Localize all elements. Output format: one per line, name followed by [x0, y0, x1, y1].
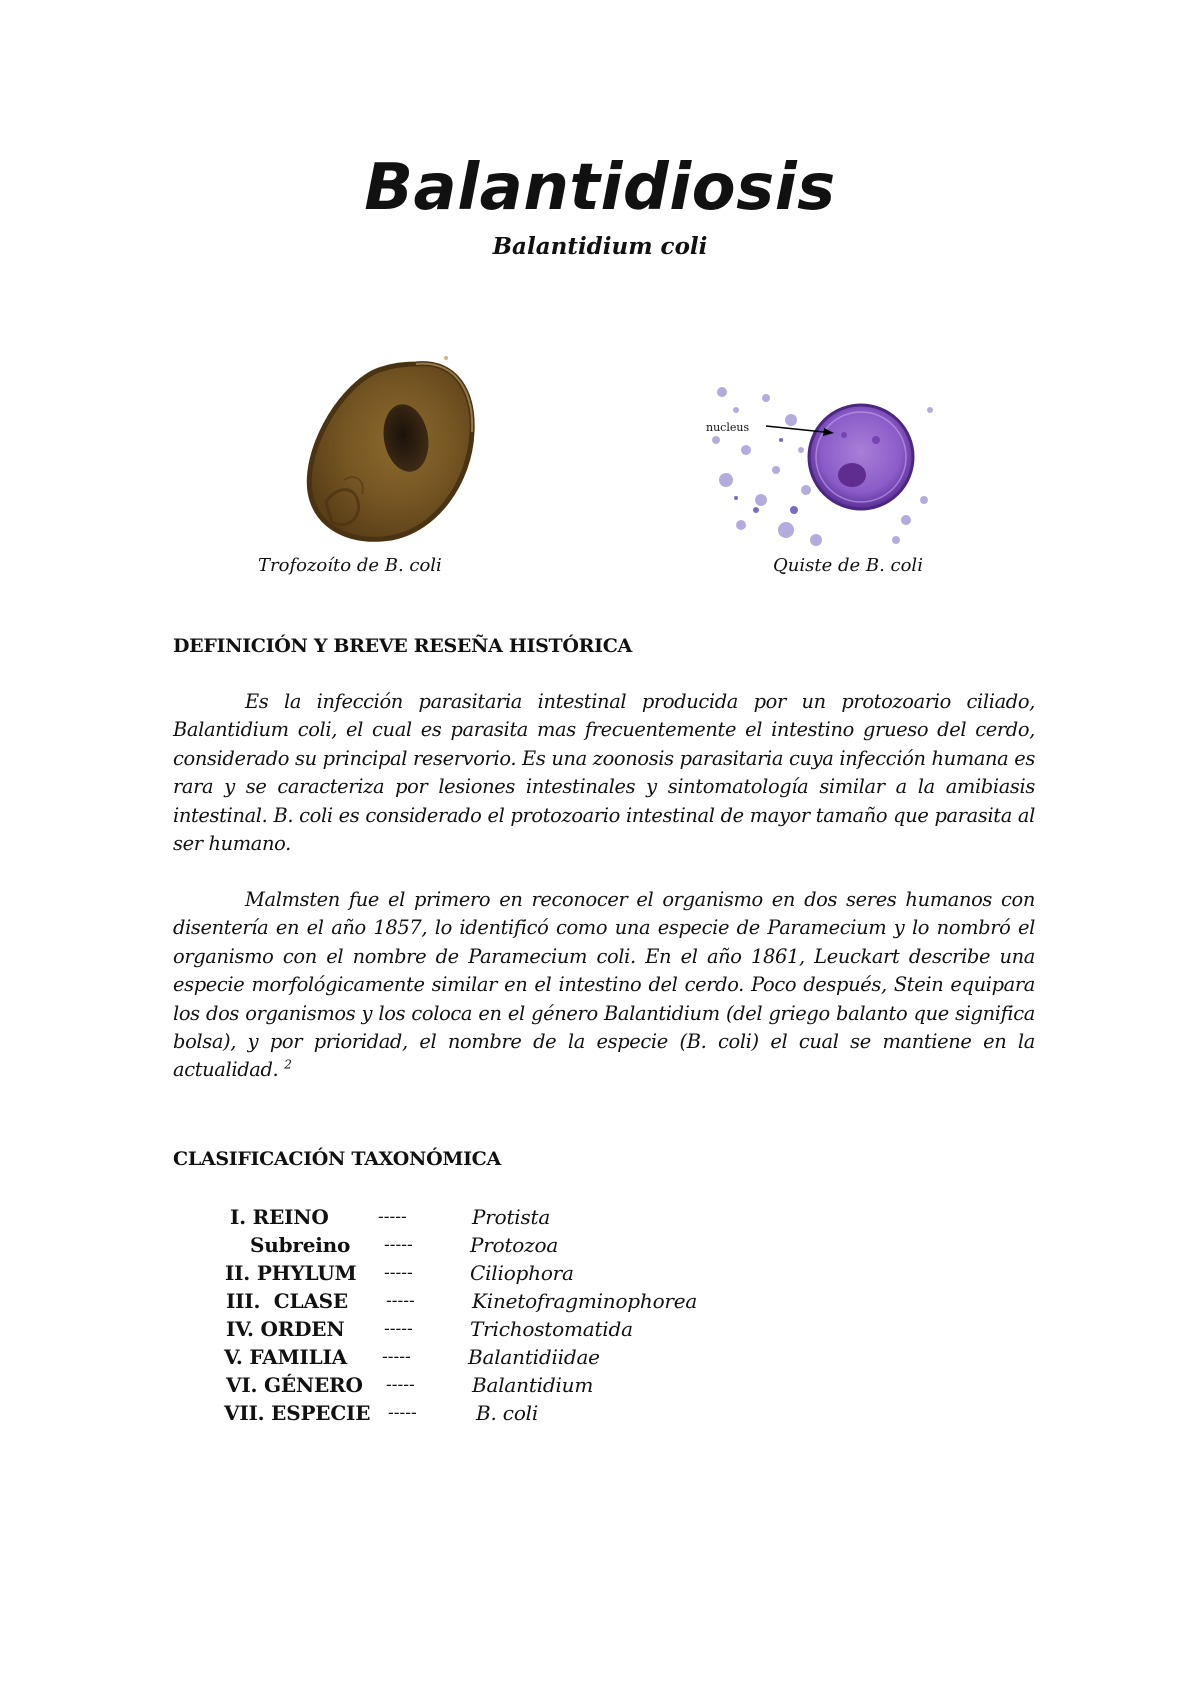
clasificacion-heading: CLASIFICACIÓN TAXONÓMICA: [173, 1148, 501, 1170]
definicion-heading: DEFINICIÓN Y BREVE RESEÑA HISTÓRICA: [173, 635, 632, 657]
taxonomy-separator: -----: [386, 1375, 415, 1395]
quiste-illustration: [706, 380, 938, 550]
taxonomy-name: Trichostomatida: [470, 1317, 633, 1341]
taxonomy-separator: -----: [378, 1207, 407, 1227]
taxonomy-rank: V. FAMILIA: [224, 1345, 347, 1369]
taxonomy-rank: II. PHYLUM: [225, 1261, 357, 1285]
trofozoito-illustration: [296, 352, 482, 548]
taxonomy-name: Protista: [472, 1205, 551, 1229]
document-title: Balantidiosis: [364, 151, 836, 225]
taxonomy-row-reino: [0, 1203, 1200, 1231]
quiste-caption: Quiste de B. coli: [773, 555, 923, 576]
definicion-paragraph-2: [173, 886, 1035, 1085]
taxonomy-separator: -----: [384, 1235, 413, 1255]
paragraph-2-text: Malmsten fue el primero en reconocer el organismo en dos seres humanos con disentería en el año 1857, lo identificó como una especie de Paramecium y lo nombró el organismo con el nombre de Paramecium coli. En el año 1861, Leuckart describe una especie morfológicamente similar en el intestino del cerdo. Poco después, Stein equipara los dos organismos y los coloca en el género Balantidium (del griego balanto que significa bolsa), y por prioridad, el nombre de la especie (B. coli) el cual se mantiene en la actualidad.: [173, 888, 1035, 1082]
trofozoito-image: [296, 352, 482, 548]
taxonomy-name: Balantidium: [472, 1373, 594, 1397]
taxonomy-row-phylum: [0, 1259, 1200, 1287]
taxonomy-separator: -----: [386, 1291, 415, 1311]
definicion-paragraph-1: Es la infección parasitaria intestinal producida por un protozoario ciliado, Balantidium coli, el cual es parasita mas frecuentemente el intestino grueso del cerdo, considerado su principal reservorio. Es una zoonosis parasitaria cuya infección humana es rara y se caracteriza por lesiones intestinales y sintomatología similar a la amibiasis intestinal. B. coli es considerado el protozoario intestinal de mayor tamaño que parasita al ser humano.: [173, 690, 1035, 856]
taxonomy-rank: IV. ORDEN: [226, 1317, 345, 1341]
nucleus-label: nucleus: [706, 421, 750, 434]
taxonomy-name: Kinetofragminophorea: [472, 1289, 698, 1313]
trofozoito-caption: Trofozoíto de B. coli: [258, 555, 442, 576]
taxonomy-name: Balantidiidae: [468, 1345, 600, 1369]
quiste-image: [706, 380, 938, 550]
taxonomy-rank: Subreino: [250, 1233, 351, 1257]
taxonomy-rank: VI. GÉNERO: [226, 1373, 363, 1397]
document-subtitle: Balantidium coli: [492, 233, 708, 260]
reference-superscript: 2: [284, 1057, 292, 1072]
taxonomy-name: Ciliophora: [470, 1261, 574, 1285]
taxonomy-row-genero: [0, 1371, 1200, 1399]
taxonomy-name: Protozoa: [470, 1233, 559, 1257]
taxonomy-row-familia: [0, 1343, 1200, 1371]
taxonomy-rank: III. CLASE: [226, 1289, 348, 1313]
taxonomy-separator: -----: [382, 1347, 411, 1367]
taxonomy-row-orden: [0, 1315, 1200, 1343]
taxonomy-row-subreino: [0, 1231, 1200, 1259]
taxonomy-rank: VII. ESPECIE: [224, 1401, 371, 1425]
taxonomy-separator: -----: [388, 1403, 417, 1423]
taxonomy-row-especie: [0, 1399, 1200, 1427]
taxonomy-rank: I. REINO: [230, 1205, 329, 1229]
taxonomy-separator: -----: [384, 1319, 413, 1339]
taxonomy-row-clase: [0, 1287, 1200, 1315]
taxonomy-separator: -----: [384, 1263, 413, 1283]
taxonomy-name: B. coli: [476, 1401, 539, 1425]
